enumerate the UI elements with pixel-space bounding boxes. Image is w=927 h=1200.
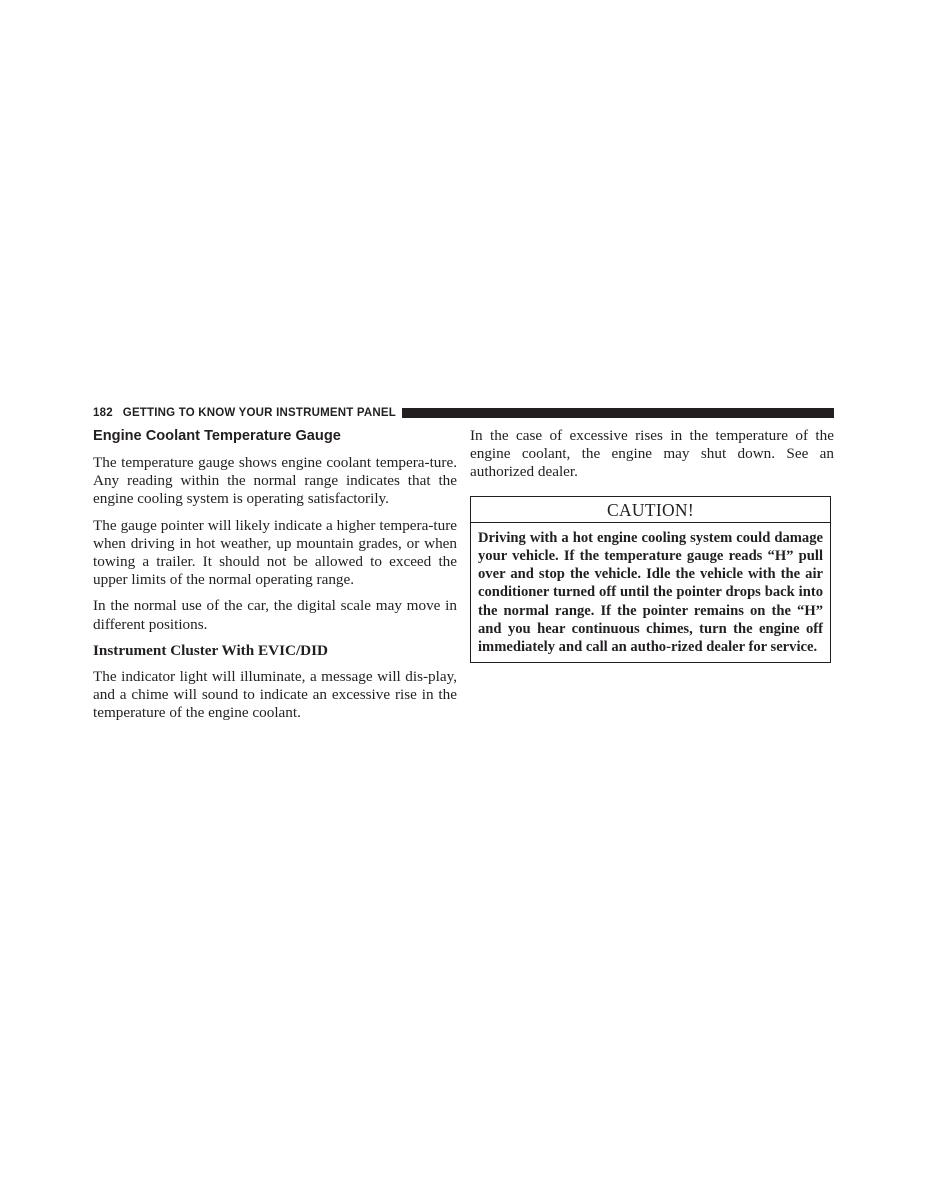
page-header [93, 406, 834, 420]
section-title: GETTING TO KNOW YOUR INSTRUMENT PANEL [122, 407, 396, 419]
paragraph: In the normal use of the car, the digital scale may move in different positions. [93, 597, 457, 633]
caution-box [470, 496, 831, 664]
page-number: 182 [93, 407, 113, 419]
paragraph: In the case of excessive rises in the temperature of the engine coolant, the engine may shut down. See an authorized dealer. [470, 427, 834, 481]
header-rule [402, 408, 834, 418]
left-column [93, 427, 457, 730]
subheading: Instrument Cluster With EVIC/DID [93, 641, 329, 659]
right-column [470, 427, 834, 663]
paragraph: The indicator light will illuminate, a message will dis-play, and a chime will sound to indicate an excessive rise in the temperature of the engine coolant. [93, 667, 457, 722]
caution-body: Driving with a hot engine cooling system could damage your vehicle. If the temperature gauge reads “H” pull over and stop the vehicle. Idle the vehicle with the air conditioner turned off until the pointer drops back into the normal range. If the pointer remains on the “H” and you hear continuous chimes, turn the engine off immediately and call an autho-rized dealer for service. [478, 529, 823, 656]
paragraph: The temperature gauge shows engine coolant tempera-ture. Any reading within the normal range indicates that the engine cooling system is operating satisfactorily. [93, 454, 457, 508]
paragraph: The gauge pointer will likely indicate a higher tempera-ture when driving in hot weather, up mountain grades, or when towing a trailer. It should not be allowed to exceed the upper limits of the normal operating range. [93, 516, 457, 589]
caution-title: CAUTION! [471, 497, 830, 523]
section-heading: Engine Coolant Temperature Gauge [93, 428, 341, 444]
